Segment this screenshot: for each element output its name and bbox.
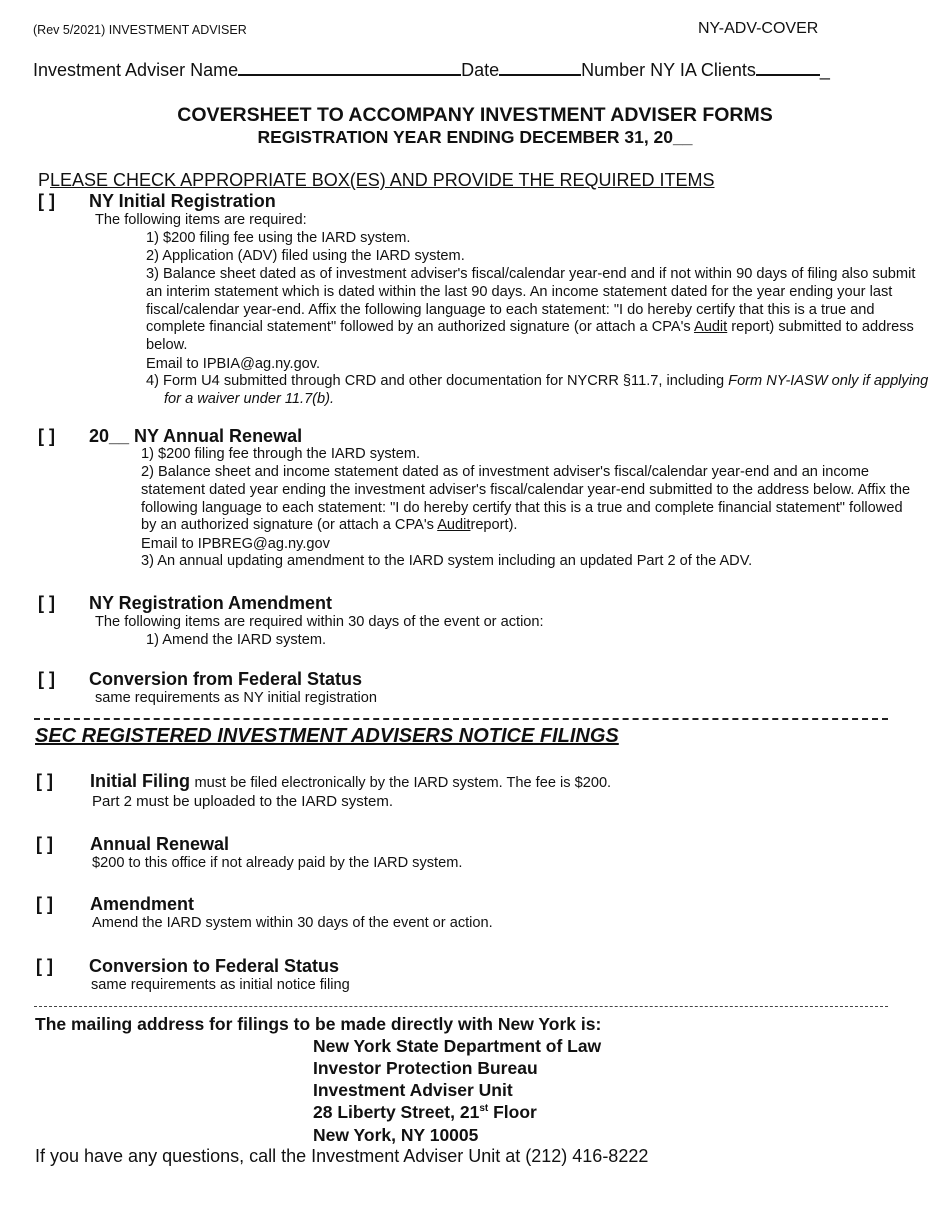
page-title: COVERSHEET TO ACCOMPANY INVESTMENT ADVISER FORMS [177,104,773,126]
ny-renewal-item2 [141,464,916,535]
sec-amendment-text: Amend the IARD system within 30 days of the event or action. [92,915,493,931]
ny-renewal-item3: 3) An annual updating amendment to the IARD system including an updated Part 2 of the ADV. [141,553,753,569]
sec-section-title: SEC REGISTERED INVESTMENT ADVISERS NOTICE FILINGS [35,725,619,747]
checkbox-conversion-to-federal[interactable]: [ ] [36,956,53,976]
page-subtitle: REGISTRATION YEAR ENDING DECEMBER 31, 20__ [257,127,693,147]
adviser-info-row [33,59,830,81]
checkbox-ny-amendment[interactable]: [ ] [38,593,55,613]
ny-initial-item3 [146,266,916,355]
sec-renewal-text: $200 to this office if not already paid by the IARD system. [92,855,463,871]
ny-renewal-email: Email to IPBREG@ag.ny.gov [141,536,330,552]
address-line-5: New York, NY 10005 [313,1125,479,1145]
address-line-2: Investor Protection Bureau [313,1058,538,1078]
instruction-rest: LEASE CHECK APPROPRIATE BOX(ES) AND PROVIDE THE REQUIRED ITEMS [50,170,715,190]
ny-amendment-heading: NY Registration Amendment [89,593,333,613]
section-divider-2 [34,1006,888,1007]
form-id: NY-ADV-COVER [698,20,819,37]
checkbox-ny-initial[interactable]: [ ] [38,191,55,211]
ny-renewal-audit: Audit [437,517,471,534]
ny-initial-intro: The following items are required: [95,212,307,228]
sec-initial-heading: Initial Filing [90,771,190,791]
address-floor: Floor [488,1102,537,1122]
section-divider-1 [34,718,888,720]
ny-renewal-item1: 1) $200 filing fee through the IARD system. [141,446,421,462]
instruction-first-letter: P [38,170,51,190]
adviser-name-label: Investment Adviser Name [33,60,239,80]
sec-initial-text: must be filed electronically by the IARD system. The fee is $200. [194,775,612,791]
ny-initial-item3-text: 3) Balance sheet dated as of investment adviser's fiscal/calendar year-end and if not within 90 days of filing also submit an interim statement which is dated within the last 90 days. An income statement dated for the year ending your last fiscal/calendar year-end. Affix the following language to each statement: "I do hereby certify that this is a true and complete financial statement" followed by an authorized signature (or attach a CPA's [146,266,916,336]
sec-initial-line [90,771,611,793]
address-street: 28 Liberty Street, 21 [313,1102,480,1122]
ny-initial-item4 [146,373,944,409]
ny-clients-label: Number NY IA Clients [581,60,756,80]
ny-initial-email: Email to IPBIA@ag.ny.gov. [146,356,321,372]
mailing-heading: The mailing address for filings to be made directly with New York is: [35,1014,602,1034]
ny-renewal-heading: 20__ NY Annual Renewal [89,426,303,446]
sec-amendment-heading: Amendment [90,894,195,914]
ny-clients-field[interactable] [756,59,820,76]
checkbox-sec-renewal[interactable]: [ ] [36,834,53,854]
conversion-to-heading: Conversion to Federal Status [89,956,340,976]
sec-initial-part2: Part 2 must be uploaded to the IARD system. [92,793,393,810]
address-line-4 [313,1102,537,1123]
date-field[interactable] [499,59,581,76]
ny-initial-item4-italic: Form NY-IASW only if applying for a waiver under 11.7(b). [164,373,929,407]
revision-line: (Rev 5/2021) INVESTMENT ADVISER [33,23,247,37]
conversion-from-text: same requirements as NY initial registration [95,690,377,706]
ny-amendment-item1: 1) Amend the IARD system. [146,632,327,648]
footer-contact: If you have any questions, call the Investment Adviser Unit at (212) 416-8222 [35,1146,649,1166]
address-line-3: Investment Adviser Unit [313,1080,513,1100]
checkbox-sec-initial[interactable]: [ ] [36,771,53,791]
ny-initial-item1: 1) $200 filing fee using the IARD system. [146,230,411,246]
ny-initial-item2: 2) Application (ADV) filed using the IARD system. [146,248,465,264]
address-line-1: New York State Department of Law [313,1036,602,1056]
conversion-to-text: same requirements as initial notice filing [91,977,350,993]
ny-renewal-item2-end: report). [470,517,518,534]
ny-initial-audit: Audit [693,319,728,336]
ny-initial-heading: NY Initial Registration [89,191,276,211]
checkbox-ny-renewal[interactable]: [ ] [38,426,55,446]
checkbox-sec-amendment[interactable]: [ ] [36,894,53,914]
instruction-line [38,170,715,191]
ny-initial-item3-end: report) submitted to address below. [146,319,914,354]
checkbox-conversion-from-federal[interactable]: [ ] [38,669,55,689]
ny-renewal-item2-text: 2) Balance sheet and income statement dated as of investment adviser's fiscal/calendar year-end and an income statement dated year ending the investment adviser's fiscal/calendar year-end submitted to the address below. Affix the following language to each statement: "I do hereby certify that this is a true and complete financial statement" followed by an authorized signature (or attach a CPA's [141,464,911,534]
trailing-underscore: _ [819,60,830,80]
ny-amendment-intro: The following items are required within 30 days of the event or action: [95,614,544,630]
sec-renewal-heading: Annual Renewal [90,834,230,854]
date-label: Date [461,60,500,80]
conversion-from-heading: Conversion from Federal Status [89,669,363,689]
ny-initial-item4-text: 4) Form U4 submitted through CRD and other documentation for NYCRR §11.7, including [146,373,725,389]
address-suffix: st [479,1103,489,1115]
adviser-name-field[interactable] [238,59,461,76]
